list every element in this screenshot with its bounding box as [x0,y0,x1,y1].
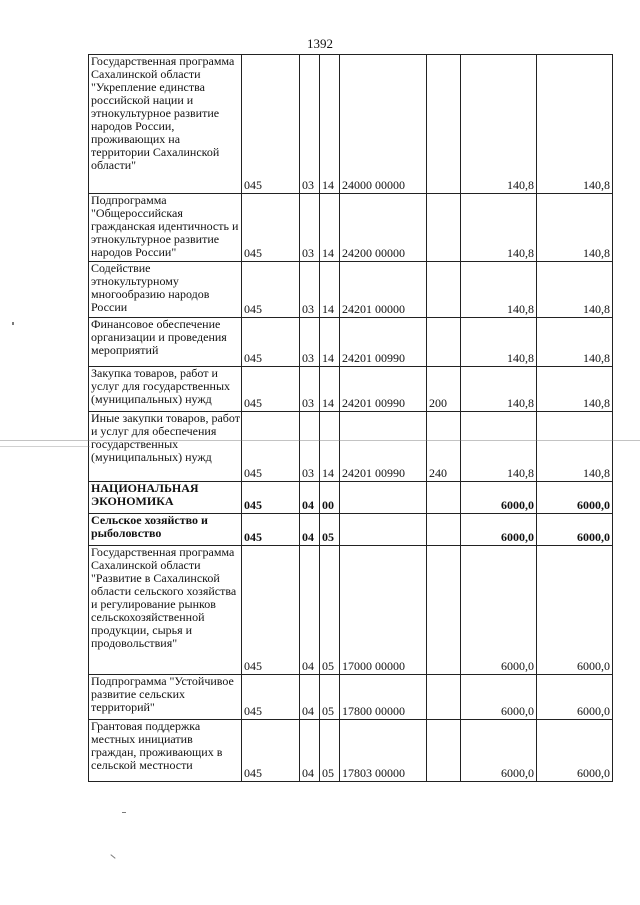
cell-amount-1: 140,8 [461,318,537,367]
cell-grbs: 045 [242,482,300,514]
cell-target-article: 24200 00000 [340,194,427,262]
cell-expense-type [427,482,461,514]
cell-amount-2: 6000,0 [537,675,613,720]
cell-expense-type [427,546,461,675]
cell-expense-type [427,514,461,546]
scan-artifact-mark [110,854,115,859]
table-row [89,720,613,782]
cell-expense-type: 240 [427,412,461,482]
cell-target-article: 17803 00000 [340,720,427,782]
cell-section: 03 [300,318,320,367]
cell-amount-1: 140,8 [461,262,537,318]
cell-grbs: 045 [242,194,300,262]
table-row [89,194,613,262]
cell-section: 04 [300,514,320,546]
cell-grbs: 045 [242,675,300,720]
cell-grbs: 045 [242,546,300,675]
cell-expense-type [427,194,461,262]
cell-name: Закупка товаров, работ и услуг для государственных (муниципальных) нужд [89,367,242,412]
cell-subsection: 14 [320,318,340,367]
table-row [89,262,613,318]
cell-grbs: 045 [242,55,300,194]
cell-name: Сельское хозяйство и рыболовство [89,514,242,546]
cell-subsection: 00 [320,482,340,514]
table-row [89,514,613,546]
cell-subsection: 14 [320,194,340,262]
cell-amount-2: 6000,0 [537,482,613,514]
cell-name: Подпрограмма "Устойчивое развитие сельских территорий" [89,675,242,720]
table-row [89,367,613,412]
cell-target-article [340,514,427,546]
cell-amount-1: 6000,0 [461,675,537,720]
cell-section: 03 [300,367,320,412]
cell-amount-2: 6000,0 [537,514,613,546]
cell-amount-2: 140,8 [537,194,613,262]
cell-amount-1: 140,8 [461,367,537,412]
table-row [89,675,613,720]
cell-expense-type [427,318,461,367]
scan-artifact-line [0,440,640,441]
cell-target-article: 24201 00990 [340,367,427,412]
cell-amount-1: 140,8 [461,412,537,482]
cell-section: 04 [300,482,320,514]
cell-expense-type [427,262,461,318]
cell-amount-1: 6000,0 [461,482,537,514]
cell-grbs: 045 [242,367,300,412]
cell-amount-1: 6000,0 [461,546,537,675]
cell-subsection: 05 [320,546,340,675]
scan-artifact-mark [12,322,14,325]
cell-target-article: 24201 00990 [340,318,427,367]
table-row [89,55,613,194]
cell-expense-type [427,720,461,782]
cell-subsection: 05 [320,514,340,546]
table-row [89,546,613,675]
scan-artifact-line [0,446,90,447]
cell-amount-2: 6000,0 [537,720,613,782]
cell-grbs: 045 [242,262,300,318]
cell-section: 03 [300,194,320,262]
cell-name: Содействие этнокультурному многообразию народов России [89,262,242,318]
table-row [89,412,613,482]
cell-section: 03 [300,55,320,194]
cell-amount-2: 140,8 [537,318,613,367]
cell-amount-1: 6000,0 [461,514,537,546]
cell-name: НАЦИОНАЛЬНАЯ ЭКОНОМИКА [89,482,242,514]
cell-amount-2: 140,8 [537,55,613,194]
cell-subsection: 14 [320,412,340,482]
cell-target-article [340,482,427,514]
cell-name: Государственная программа Сахалинской области "Развитие в Сахалинской области сельского хозяйства и регулирование рынков сельскохозяйственной продукции, сырья и продовольствия" [89,546,242,675]
cell-subsection: 14 [320,367,340,412]
cell-grbs: 045 [242,514,300,546]
cell-amount-2: 140,8 [537,262,613,318]
cell-grbs: 045 [242,720,300,782]
cell-section: 03 [300,262,320,318]
cell-amount-2: 6000,0 [537,546,613,675]
cell-target-article: 24201 00990 [340,412,427,482]
cell-target-article: 17000 00000 [340,546,427,675]
cell-name: Грантовая поддержка местных инициатив граждан, проживающих в сельской местности [89,720,242,782]
cell-name: Финансовое обеспечение организации и проведения мероприятий [89,318,242,367]
cell-section: 04 [300,675,320,720]
cell-name: Подпрограмма "Общероссийская гражданская идентичность и этнокультурное развитие народов России" [89,194,242,262]
cell-grbs: 045 [242,318,300,367]
cell-subsection: 14 [320,55,340,194]
table-row [89,482,613,514]
cell-subsection: 14 [320,262,340,318]
scan-artifact-mark [122,812,126,813]
cell-amount-2: 140,8 [537,367,613,412]
cell-grbs: 045 [242,412,300,482]
cell-amount-1: 6000,0 [461,720,537,782]
cell-amount-1: 140,8 [461,194,537,262]
cell-amount-1: 140,8 [461,55,537,194]
table-body [89,55,613,782]
cell-subsection: 05 [320,675,340,720]
cell-name: Государственная программа Сахалинской области "Укрепление единства российской нации и этнокультурное развитие народов России, проживающих на территории Сахалинской области" [89,55,242,194]
cell-section: 04 [300,546,320,675]
cell-expense-type [427,675,461,720]
page-number: 1392 [307,36,333,51]
cell-amount-2: 140,8 [537,412,613,482]
cell-expense-type: 200 [427,367,461,412]
cell-target-article: 24000 00000 [340,55,427,194]
cell-section: 03 [300,412,320,482]
cell-target-article: 24201 00000 [340,262,427,318]
cell-subsection: 05 [320,720,340,782]
cell-name: Иные закупки товаров, работ и услуг для обеспечения государственных (муниципальных) нужд [89,412,242,482]
cell-expense-type [427,55,461,194]
table-row [89,318,613,367]
cell-target-article: 17800 00000 [340,675,427,720]
budget-table [88,54,613,782]
cell-section: 04 [300,720,320,782]
